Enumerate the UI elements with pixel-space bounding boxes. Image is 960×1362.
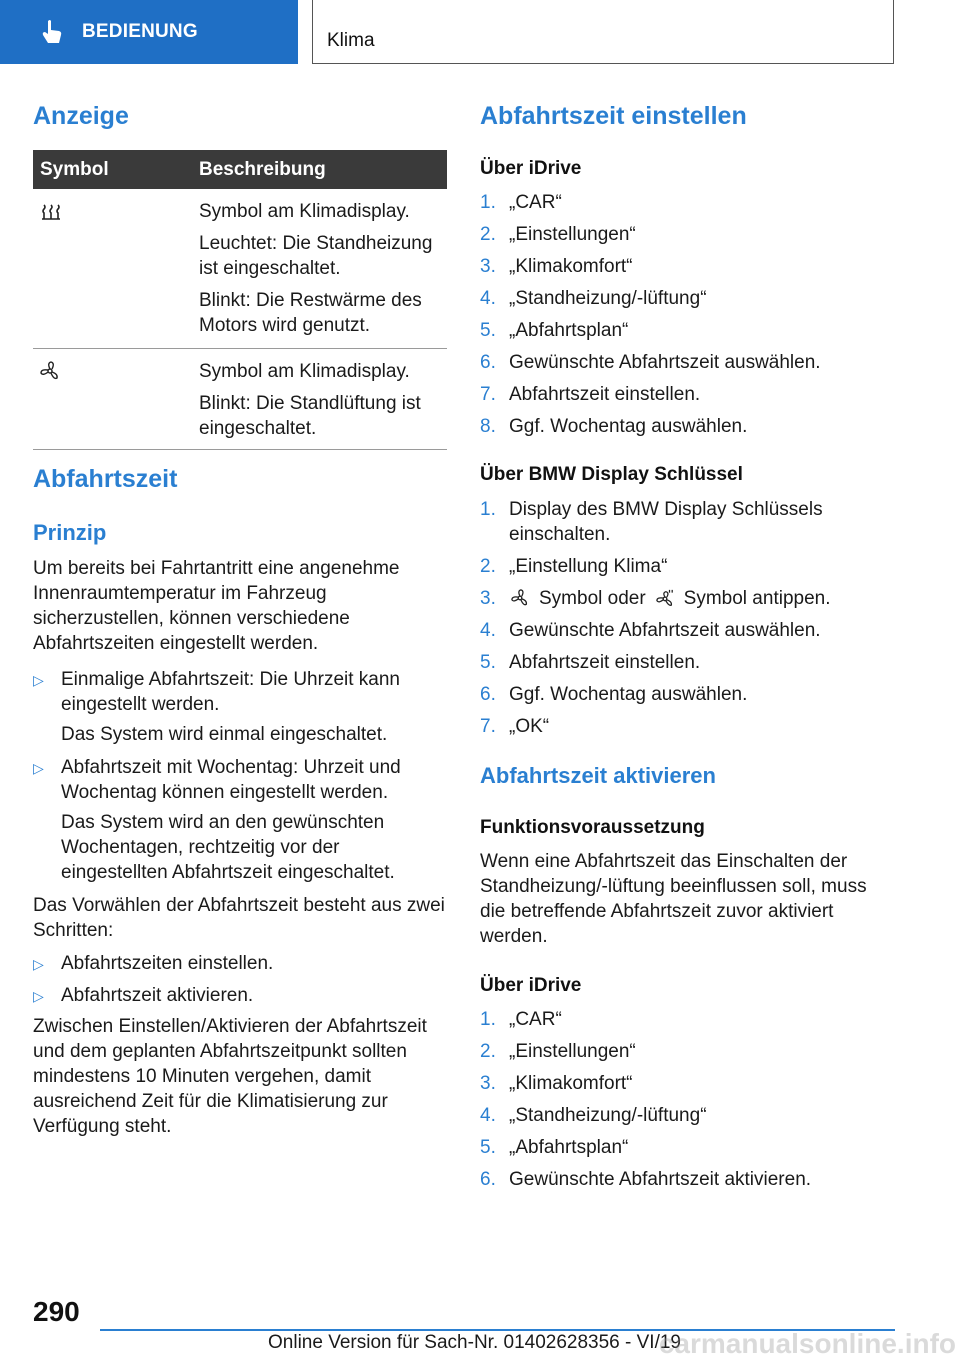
idrive-label: Über iDrive <box>480 158 582 179</box>
vorwahl-text: Das Vorwählen der Abfahrtszeit besteht aus zwei Schritten: <box>33 895 445 941</box>
list-item <box>33 755 447 885</box>
list-item <box>33 983 447 1009</box>
pointing-hand-icon <box>40 19 64 45</box>
section-tab <box>0 0 298 64</box>
bullet-text: Abfahrtszeit aktivieren. <box>61 985 254 1006</box>
anzeige-heading: Anzeige <box>33 102 129 130</box>
standheizung-fan-icon <box>654 589 676 607</box>
einstellen-heading: Abfahrtszeit einstellen <box>480 102 747 130</box>
prinzip-heading: Prinzip <box>33 520 107 545</box>
bullet-text: Einmalige Abfahrtszeit: Die Uhrzeit kann eingestellt werden. <box>61 669 400 715</box>
symbol-table <box>33 150 447 450</box>
standheizung-icon <box>41 203 61 221</box>
display-key-label: Über BMW Display Schlüssel <box>480 464 743 485</box>
table-row-line: Blinkt: Die Standlüftung ist eingeschaltet. <box>199 393 421 439</box>
triangle-bullet-icon: ▷ <box>33 672 44 688</box>
idrive2-label: Über iDrive <box>480 975 582 996</box>
table-header-description: Beschreibung <box>199 158 326 180</box>
list-item <box>33 951 447 977</box>
aktivieren-heading: Abfahrtszeit aktivieren <box>480 763 716 788</box>
bullet-subtext: Das System wird an den gewünschten Wochentagen, rechtzeitig vor der eingestellten Abfahrtszeit eingeschaltet. <box>61 812 395 883</box>
voraussetzung-text: Wenn eine Abfahrtszeit das Einschalten der Standheizung/-lüftung beeinflussen soll, muss die betreffende Abfahrtszeit zuvor aktiviert werden. <box>480 851 867 947</box>
table-header-symbol: Symbol <box>40 158 109 180</box>
prinzip-text: Um bereits bei Fahrtantritt eine angenehme Innenraumtemperatur im Fahrzeug sicherzustellen, können verschiedene Abfahrtszeiten eingestellt werden. <box>33 558 400 654</box>
table-row-line: Leuchtet: Die Standheizung ist eingeschaltet. <box>199 233 433 279</box>
step3-text-a: Symbol oder <box>539 588 646 609</box>
footer-online-version: Online Version für Sach-Nr. 01402628356 - VI/19 <box>268 1332 681 1353</box>
list-item <box>33 667 447 757</box>
bullet-text: Abfahrtszeit mit Wochentag: Uhrzeit und Wochentag können eingestellt werden. <box>61 757 401 803</box>
table-row-line: Symbol am Klimadisplay. <box>199 361 410 382</box>
table-row-line: Blinkt: Die Restwärme des Motors wird genutzt. <box>199 290 422 336</box>
chapter-box <box>312 0 894 64</box>
closing-text: Zwischen Einstellen/Aktivieren der Abfahrtszeit und dem geplanten Abfahrtszeitpunkt sollten mindestens 10 Minuten vergehen, damit ausreichend Zeit für die Klimatisierung zur Verfügung steht. <box>33 1016 427 1137</box>
step3-text-b: Symbol antippen. <box>683 588 831 609</box>
triangle-bullet-icon: ▷ <box>33 956 44 972</box>
page-number: 290 <box>33 1296 80 1327</box>
triangle-bullet-icon: ▷ <box>33 988 44 1004</box>
standlueftung-fan-icon <box>39 361 61 381</box>
abfahrtszeit-heading: Abfahrtszeit <box>33 465 178 493</box>
bullet-subtext: Das System wird einmal eingeschaltet. <box>61 724 388 745</box>
voraussetzung-label: Funktionsvoraussetzung <box>480 817 705 838</box>
table-header-row <box>33 150 447 189</box>
section-label: BEDIENUNG <box>82 21 198 42</box>
triangle-bullet-icon: ▷ <box>33 760 44 776</box>
table-row <box>33 349 447 450</box>
bullet-text: Abfahrtszeiten einstellen. <box>61 953 274 974</box>
chapter-label: Klima <box>327 30 375 51</box>
watermark-logo: carmanualsonline.info <box>658 1328 956 1359</box>
table-row-line: Symbol am Klimadisplay. <box>199 201 410 222</box>
standlueftung-fan-icon <box>509 589 531 607</box>
table-row <box>33 189 447 349</box>
